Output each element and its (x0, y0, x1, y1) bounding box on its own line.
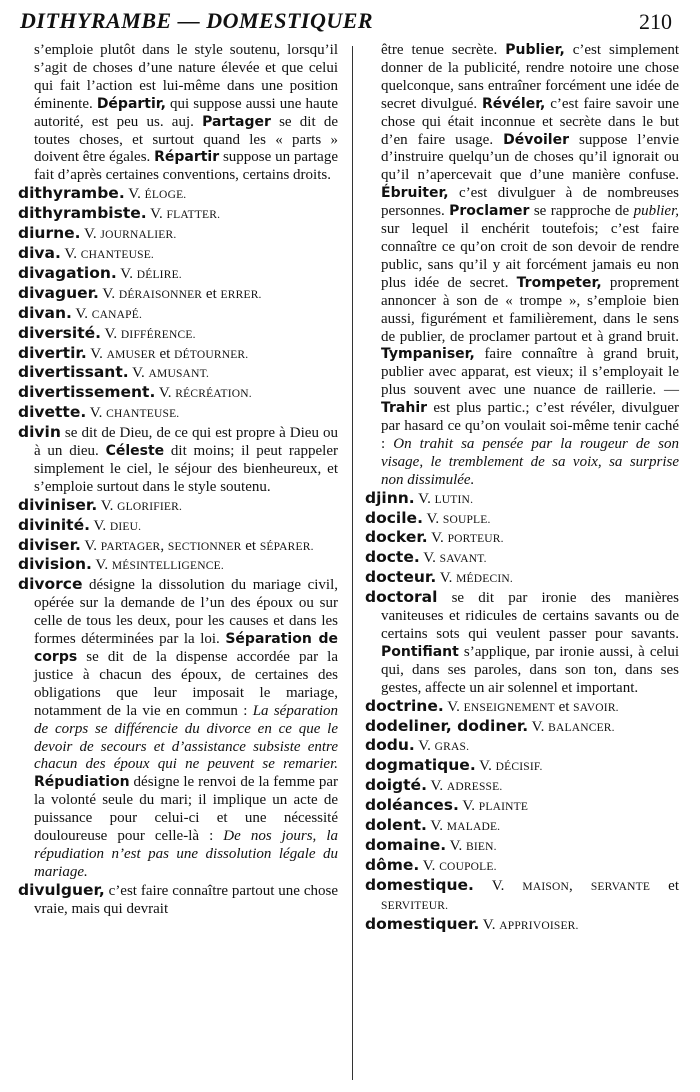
entry-text: se dit par ironie des manières vaniteuses et ridicules de certains savants ou de certains sots qui veulent passer pour savants. (381, 590, 679, 642)
entry-diviser (18, 537, 338, 557)
cross-reference: ADRESSE. (446, 781, 503, 794)
cross-reference: DIEU. (109, 520, 142, 533)
entry-diviniser (18, 497, 338, 517)
cross-reference: SAVOIR. (573, 701, 619, 714)
headword: diversité. (18, 323, 102, 342)
headword: divan. (18, 303, 72, 322)
entry-text: désigne le renvoi de la femme par la volonté seule du mari; il implique un acte de puissance pour celui-ci et une nécessité douloureuse pour celle-là : (34, 774, 338, 845)
cross-reference: COUPOLE. (439, 860, 497, 873)
see-marker: V. (116, 265, 137, 282)
cross-reference: ENSEIGNEMENT (463, 701, 555, 714)
entry-doleances (365, 797, 679, 817)
see-marker: V. (80, 537, 101, 554)
entry-text: suppose l’envie d’instruire quelqu’un de choses qu’il ignorait ou qu’il n’apercevait que d’une manière confuse. (381, 131, 679, 184)
headword: divinité. (18, 515, 90, 534)
cross-reference: APPRIVOISER. (499, 919, 579, 932)
cross-reference: SERVITEUR. (381, 899, 449, 912)
see-marker: V. (101, 325, 121, 342)
see-marker: V. (97, 497, 118, 514)
headword: domaine. (365, 835, 447, 854)
entry-text: se dit de la dispense accordée par la justice à chacun des époux, de certaines des obligations que leur imposait le mariage, notamment de la vie en commun : (34, 649, 338, 719)
entry-text: qui suppose aussi une haute autorité, est peu us. auj. (34, 95, 338, 130)
cross-reference: BIEN. (466, 840, 497, 853)
entry-docteur (365, 569, 679, 589)
cross-reference: PORTEUR. (447, 533, 504, 546)
cross-reference: RÉCRÉATION. (175, 388, 252, 401)
headword: diviser. (18, 535, 81, 554)
headword: dithyrambiste. (18, 204, 147, 223)
headword: division. (18, 555, 92, 574)
separator: , (569, 877, 591, 894)
synonym-term: Départir, (96, 95, 166, 112)
synonym-term: Révéler, (482, 95, 546, 112)
entry-dome (365, 857, 679, 877)
cross-reference: SOUPLE. (442, 513, 491, 526)
cross-reference: GLORIFIER. (117, 500, 183, 513)
page-number: 210 (639, 9, 672, 34)
entry-divinite (18, 517, 338, 537)
entry-continuation (18, 42, 338, 185)
entry-dithyrambe (18, 185, 338, 205)
see-marker: V. (98, 285, 119, 302)
right-column (365, 42, 679, 1088)
headword: divorce (18, 575, 83, 594)
see-marker: V. (86, 345, 107, 362)
entry-domestiquer (365, 916, 679, 936)
entry-domaine (365, 837, 679, 857)
entry-dodeliner (365, 718, 679, 738)
entry-domestique (365, 877, 679, 916)
entry-diurne (18, 225, 338, 245)
italic-term: publier, (633, 203, 679, 220)
headword: divertir. (18, 343, 87, 362)
headword: dolent. (365, 816, 427, 835)
entry-docte (365, 549, 679, 569)
cross-reference: ERRER. (220, 288, 262, 301)
headword: divertissant. (18, 363, 129, 382)
headword: doctoral (365, 588, 438, 607)
headword: docte. (365, 548, 420, 567)
headword: doléances. (365, 796, 459, 815)
headword: diviniser. (18, 495, 98, 514)
synonym-term: Proclamer (449, 203, 530, 220)
running-title: DITHYRAMBE — DOMESTIQUER (20, 8, 374, 33)
see-marker: V. (91, 557, 112, 574)
entry-dithyrambiste (18, 205, 338, 225)
entry-doigte (365, 777, 679, 797)
column-divider (352, 46, 353, 1080)
headword: doigté. (365, 776, 427, 795)
cross-reference: GRAS. (434, 741, 470, 754)
page-header (20, 8, 672, 40)
see-marker: V. (422, 510, 443, 527)
see-marker: V. (89, 517, 110, 534)
synonym-term: Partager (202, 113, 271, 130)
cross-reference: JOURNALIER. (100, 229, 177, 242)
headword: divette. (18, 403, 87, 422)
synonym-term: Pontifiant (381, 643, 459, 660)
cross-reference: SECTIONNER (167, 540, 242, 553)
entry-divorce (18, 576, 338, 881)
see-marker: V. (128, 365, 149, 382)
entry-djinn (365, 490, 679, 510)
see-marker: V. (443, 698, 464, 715)
entry-text: est plus partic.; c’est révéler, divulguer par hasard ce qu’on voulait soi-même tenir caché : (381, 400, 679, 452)
entry-text: suppose un partage fait d’après certaines conventions, certains droits. (34, 149, 338, 184)
entry-text: c’est divulguer à de nombreuses personnes. (381, 185, 679, 220)
entry-text: s’applique, par ironie aussi, à celui qui, dans ses paroles, dans son ton, dans ses gestes, affecte un air solennel et important. (381, 643, 679, 696)
cross-reference: DÉLIRE. (136, 268, 182, 281)
headword: divertissement. (18, 383, 156, 402)
cross-reference: PARTAGER (100, 540, 161, 553)
conjunction: et (155, 345, 175, 362)
entry-continuation (365, 42, 679, 490)
synonym-term: Céleste (105, 443, 165, 460)
cross-reference: AMUSER (106, 348, 156, 361)
synonym-term: Dévoiler (503, 131, 569, 148)
synonym-term: Répudiation (34, 774, 130, 791)
example-sentence: De nos jours, la répudiation n’est pas une dissolution légale du mariage. (34, 828, 338, 880)
headword: docker. (365, 528, 428, 547)
entry-diva (18, 245, 338, 265)
entry-divagation (18, 265, 338, 285)
example-sentence: La séparation de corps se différencie du divorce en ce que le devoir de secours et d’assistance subsiste entre chacun des époux qui ne peuvent se remarier. (34, 702, 338, 773)
conjunction: et (202, 285, 221, 302)
entry-divette (18, 404, 338, 424)
see-marker: V. (80, 226, 101, 243)
headword: divaguer. (18, 283, 99, 302)
entry-doctoral (365, 589, 679, 697)
headword: divagation. (18, 263, 117, 282)
see-marker: V. (124, 186, 145, 203)
entry-text: proprement annoncer à son de « trompe », s’emploie bien aussi, figurément et familièrement, dans le sens de publier, de proclamer partout et à grand bruit. (381, 274, 679, 345)
entry-divertissement (18, 384, 338, 404)
entry-text: se dit de Dieu, de ce qui est propre à Dieu ou à un dieu. (34, 425, 338, 460)
cross-reference: MÉSINTELLIGENCE. (111, 560, 224, 573)
entry-text: se rapproche de (529, 203, 634, 220)
see-marker: V. (528, 718, 549, 735)
entry-division (18, 556, 338, 576)
synonym-term: Séparation de corps (34, 631, 338, 665)
entry-dodu (365, 737, 679, 757)
synonym-term: Répartir (154, 149, 220, 166)
synonym-term: Tympaniser, (381, 346, 475, 363)
headword: docteur. (365, 568, 437, 587)
headword: dôme. (365, 855, 420, 874)
example-sentence: On trahit sa pensée par la rougeur de son visage, le tremblement de sa voix, sa surprise non dissimulée. (381, 435, 679, 488)
see-marker: V. (146, 206, 167, 223)
entry-divin (18, 424, 338, 497)
cross-reference: BALANCER. (548, 721, 615, 734)
see-marker: V. (419, 857, 440, 874)
cross-reference: DÉCISIF. (495, 761, 543, 774)
cross-reference: SÉPARER. (259, 540, 314, 553)
see-marker: V. (426, 818, 447, 835)
headword: dithyrambe. (18, 184, 125, 203)
cross-reference: SERVANTE (590, 880, 651, 893)
see-marker: V. (71, 305, 92, 322)
see-marker: V. (155, 385, 176, 402)
see-marker: V. (86, 405, 107, 422)
left-column (18, 42, 338, 1088)
entry-divaguer (18, 285, 338, 305)
see-marker: V. (458, 798, 479, 815)
synonym-term: Trompeter, (516, 274, 602, 291)
entry-text: c’est simplement donner de la publicité, rendre notoire une chose quelconque, sans entraîner forcément une idée de secret divulgué. (381, 42, 680, 112)
cross-reference: DIFFÉRENCE. (120, 328, 196, 341)
headword: doctrine. (365, 696, 444, 715)
entry-docile (365, 510, 679, 530)
cross-reference: ÉLOGE. (144, 189, 187, 202)
entry-divertissant (18, 364, 338, 384)
entry-diversite (18, 325, 338, 345)
cross-reference: AMUSANT. (148, 368, 210, 381)
cross-reference: PLAINTE (478, 801, 529, 814)
cross-reference: MALADE. (446, 821, 501, 834)
entry-text: sur lequel il enchérit toutefois; c’est faire connaître ce qu’on croit de son devoir de rendre public, sans qu’il y ait forcément jamais eu non plus idée de secret. (381, 221, 679, 291)
see-marker: V. (427, 530, 448, 547)
headword: dodu. (365, 736, 415, 755)
conjunction: et (241, 537, 260, 554)
headword: djinn. (365, 488, 415, 507)
headword: diurne. (18, 224, 81, 243)
entry-divertir (18, 345, 338, 365)
entry-text: c’est faire connaître partout une chose vraie, mais qui devrait (34, 882, 338, 917)
see-marker: V. (475, 758, 496, 775)
entry-text: faire connaître à grand bruit, publier avec apparat, est vieux; il s’employait le plus souvent avec une nuance de raillerie. — (381, 346, 679, 399)
entry-text: dit moins; il peut rappeler simplement le ciel, le séjour des bienheureux, et s’emploie surtout dans le style soutenu. (34, 443, 338, 495)
cross-reference: MAISON (522, 880, 569, 893)
headword: dodeliner, dodiner. (365, 716, 529, 735)
entry-text: désigne la dissolution du mariage civil, opérée sur la demande de l’un des époux ou sur celle de tous les deux, pour les causes et dans les formes déterminées par la loi. (34, 577, 338, 648)
entry-divan (18, 305, 338, 325)
cross-reference: SAVANT. (439, 553, 487, 566)
see-marker: V. (479, 916, 500, 933)
entry-docker (365, 529, 679, 549)
entry-text: c’est faire savoir une chose qui était inconnue et secrète dans le but d’en faire usage. (381, 95, 680, 148)
synonym-term: Trahir (381, 400, 428, 417)
entry-dogmatique (365, 757, 679, 777)
see-marker: V. (419, 550, 440, 567)
synonym-term: Ébruiter, (381, 185, 449, 202)
headword: diva. (18, 243, 61, 262)
cross-reference: CANAPÉ. (91, 308, 143, 321)
entry-doctrine (365, 698, 679, 718)
see-marker: V. (446, 837, 466, 854)
see-marker: V. (414, 490, 435, 507)
cross-reference: DÉRAISONNER (118, 288, 203, 301)
see-marker: V. (473, 877, 523, 894)
headword: dogmatique. (365, 756, 476, 775)
see-marker: V. (436, 570, 457, 587)
entry-text: être tenue secrète. (381, 42, 506, 58)
entry-divulguer (18, 882, 338, 919)
separator: , (160, 537, 168, 554)
headword: domestique. (365, 875, 474, 894)
conjunction: et (554, 698, 574, 715)
entry-text: s’emploie plutôt dans le style soutenu, lorsqu’il s’agit de choses d’une nature élevée et que celui qui fait l’action est lui-même dans une position éminente. (34, 42, 338, 112)
headword: docile. (365, 508, 423, 527)
see-marker: V. (414, 738, 435, 755)
cross-reference: DÉTOURNER. (174, 348, 249, 361)
cross-reference: CHANTEUSE. (80, 248, 155, 261)
cross-reference: CHANTEUSE. (106, 408, 180, 421)
see-marker: V. (426, 778, 447, 795)
conjunction: et (650, 877, 679, 894)
cross-reference: LUTIN. (434, 493, 474, 506)
entry-text: se dit de toutes choses, et surtout quand les « parts » doivent être égales. (34, 113, 338, 166)
synonym-term: Publier, (505, 42, 565, 58)
entry-dolent (365, 817, 679, 837)
cross-reference: FLATTER. (166, 209, 221, 222)
see-marker: V. (60, 245, 81, 262)
headword: domestiquer. (365, 914, 480, 933)
headword: divulguer, (18, 880, 105, 899)
headword: divin (18, 423, 61, 442)
cross-reference: MÉDECIN. (456, 573, 513, 586)
